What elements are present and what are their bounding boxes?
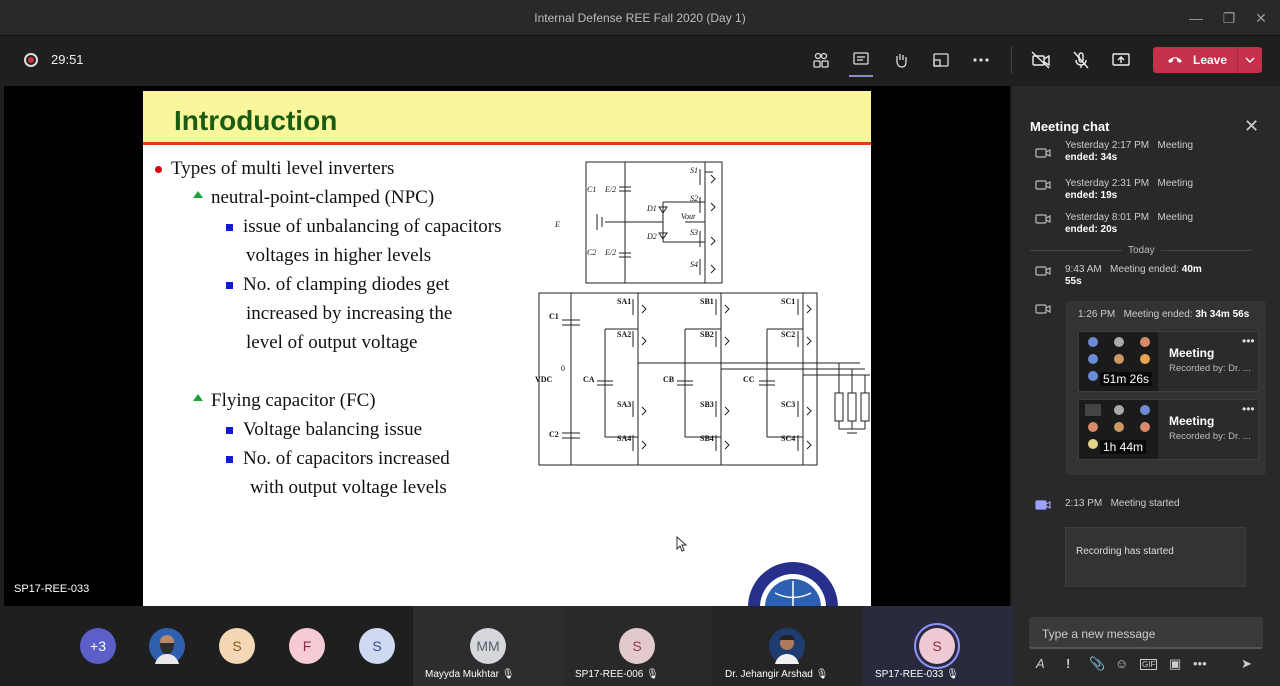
- label-sc4: SC4: [781, 434, 796, 443]
- label-vout: Vout: [681, 212, 696, 221]
- more-icon[interactable]: •••: [1193, 656, 1207, 671]
- label-s1: S1: [690, 166, 698, 175]
- send-icon[interactable]: ➤: [1241, 656, 1252, 671]
- participant-avatar[interactable]: F: [289, 628, 325, 664]
- more-options-icon[interactable]: •••: [1242, 402, 1255, 416]
- bullet-marker: [226, 282, 233, 289]
- label-e: E: [555, 220, 560, 229]
- mouse-cursor-icon: [676, 536, 687, 552]
- chevron-down-icon[interactable]: [1238, 57, 1262, 63]
- label-sb1: SB1: [700, 297, 714, 306]
- bullet-level3: issue of unbalancing of capacitors: [243, 216, 502, 237]
- label-sa3: SA3: [617, 400, 632, 409]
- bullet-marker: [226, 224, 233, 231]
- sticker-icon[interactable]: ▣: [1169, 656, 1182, 671]
- more-icon[interactable]: [969, 48, 993, 72]
- bullet-marker: [226, 456, 233, 463]
- chat-icon[interactable]: [849, 48, 873, 72]
- recording-subtitle: Recorded by: Dr. ...: [1169, 363, 1251, 374]
- inverter-circuit-diagram: [535, 157, 871, 475]
- more-options-icon[interactable]: •••: [1242, 334, 1255, 348]
- label-zero: 0: [561, 364, 565, 373]
- label-e2-bottom: E/2: [605, 248, 617, 257]
- close-chat-icon[interactable]: ✕: [1244, 116, 1260, 136]
- label-sa4: SA4: [617, 434, 632, 443]
- bullet-level3-cont: with output voltage levels: [250, 477, 447, 498]
- participant-avatar-photo[interactable]: [149, 628, 185, 664]
- leave-button[interactable]: [1153, 47, 1262, 73]
- chat-event-text: Yesterday 8:01 PM Meeting ended: 20s: [1065, 212, 1194, 235]
- bullet-level2: neutral-point-clamped (NPC): [211, 187, 435, 208]
- video-call-icon: [1034, 212, 1052, 226]
- bullet-marker: [226, 427, 233, 434]
- emoji-icon[interactable]: ☺: [1115, 656, 1129, 671]
- overflow-participants[interactable]: +3: [80, 628, 116, 664]
- label-c1: C1: [587, 185, 597, 194]
- label-c2: C2: [587, 248, 597, 257]
- recording-icon: [24, 53, 38, 67]
- speaker-name-label: SP17-REE-033: [14, 583, 90, 595]
- participant-name: Dr. Jehangir Arshad 🎙: [725, 669, 829, 680]
- participant-avatar: MM: [470, 628, 506, 664]
- label-fc-c1: C1: [549, 312, 559, 321]
- chat-title: Meeting chat: [1030, 119, 1110, 134]
- compose-toolbar: [1030, 656, 1265, 676]
- chat-event-text: Yesterday 2:31 PM Meeting ended: 19s: [1065, 178, 1194, 201]
- message-compose-box[interactable]: [1029, 617, 1263, 649]
- meeting-timer: 29:51: [51, 52, 84, 67]
- participant-name: Mayyda Mukhtar 🎙: [425, 669, 515, 680]
- participant-name: SP17-REE-033 🎙: [875, 669, 959, 680]
- bullet-level3-cont: level of output voltage: [246, 332, 418, 353]
- minimize-icon[interactable]: —: [1189, 10, 1203, 26]
- chat-event-text: Yesterday 2:17 PM Meeting ended: 34s: [1065, 140, 1194, 163]
- meeting-started-text: 2:13 PM Meeting started: [1065, 498, 1180, 509]
- share-screen-icon[interactable]: [1109, 48, 1133, 72]
- video-call-icon: [1034, 498, 1052, 512]
- bullet-marker: [193, 394, 203, 401]
- video-call-icon: [1034, 146, 1052, 160]
- label-sa2: SA2: [617, 330, 632, 339]
- title-bar: [0, 0, 1280, 36]
- participant-name: SP17-REE-006 🎙: [575, 669, 659, 680]
- participant-avatar[interactable]: S: [359, 628, 395, 664]
- important-icon[interactable]: !: [1066, 656, 1071, 671]
- participant-avatar: S: [619, 628, 655, 664]
- recording-duration: 1h 44m: [1100, 440, 1146, 454]
- label-e2-top: E/2: [605, 185, 617, 194]
- label-cc: CC: [743, 375, 755, 384]
- label-cb: CB: [663, 375, 675, 384]
- window-title: Internal Defense REE Fall 2020 (Day 1): [534, 11, 746, 25]
- label-sb4: SB4: [700, 434, 714, 443]
- label-vdc: VDC: [535, 375, 553, 384]
- slide-title: Introduction: [174, 105, 338, 136]
- leave-label: Leave: [1193, 53, 1228, 67]
- presentation-slide: [143, 91, 871, 606]
- participants-icon[interactable]: [809, 48, 833, 72]
- leave-main-button[interactable]: [1153, 47, 1237, 73]
- raise-hand-icon[interactable]: [889, 48, 913, 72]
- close-icon[interactable]: ✕: [1255, 10, 1267, 26]
- mic-off-icon[interactable]: [1069, 48, 1093, 72]
- slide-header: [143, 91, 871, 145]
- bullet-level1: Types of multi level inverters: [171, 158, 395, 179]
- today-label: Today: [1122, 245, 1161, 256]
- bullet-level3: No. of clamping diodes get: [243, 274, 450, 295]
- label-ca: CA: [583, 375, 595, 384]
- phone-hangup-icon: [1167, 55, 1183, 65]
- bullet-level3-cont: increased by increasing the: [246, 303, 453, 324]
- camera-off-icon[interactable]: [1029, 48, 1053, 72]
- chat-event-text: 9:43 AM Meeting ended: 40m 55s: [1065, 264, 1202, 287]
- recording-started-text: Recording has started: [1076, 546, 1174, 557]
- label-s2: S2: [690, 194, 698, 203]
- bullet-marker: [155, 166, 162, 173]
- meeting-summary-card: [1066, 301, 1266, 475]
- university-logo: [745, 559, 841, 609]
- recording-thumbnail: [1079, 332, 1158, 391]
- label-sc3: SC3: [781, 400, 796, 409]
- label-sb2: SB2: [700, 330, 714, 339]
- recording-subtitle: Recorded by: Dr. ...: [1169, 431, 1251, 442]
- label-s4: S4: [690, 260, 698, 269]
- rooms-icon[interactable]: [929, 48, 953, 72]
- video-call-icon: [1034, 264, 1052, 278]
- participant-avatar-speaking: S: [919, 628, 955, 664]
- participant-avatar[interactable]: S: [219, 628, 255, 664]
- date-divider: [1030, 245, 1252, 256]
- label-d2: D2: [647, 232, 657, 241]
- label-s3: S3: [690, 228, 698, 237]
- card-header: 1:26 PM Meeting ended: 3h 34m 56s: [1078, 309, 1250, 320]
- bullet-level3-cont: voltages in higher levels: [246, 245, 432, 266]
- recording-title: Meeting: [1169, 414, 1215, 428]
- bullet-level2: Flying capacitor (FC): [211, 390, 376, 411]
- bullet-marker: [193, 191, 203, 198]
- video-call-icon: [1034, 302, 1052, 316]
- recording-item[interactable]: [1078, 399, 1259, 460]
- video-call-icon: [1034, 178, 1052, 192]
- label-sb3: SB3: [700, 400, 714, 409]
- recording-started-message: [1065, 527, 1246, 587]
- label-sa1: SA1: [617, 297, 632, 306]
- format-icon[interactable]: A: [1036, 656, 1045, 671]
- restore-icon[interactable]: ❐: [1222, 10, 1236, 26]
- label-fc-c2: C2: [549, 430, 559, 439]
- recording-duration: 51m 26s: [1100, 372, 1152, 386]
- meeting-toolbar: [0, 36, 1280, 84]
- recording-thumbnail: [1079, 400, 1158, 459]
- toolbar-divider: [1011, 46, 1012, 74]
- participant-avatar-photo: [769, 628, 805, 664]
- label-sc2: SC2: [781, 330, 796, 339]
- gif-icon[interactable]: GIF: [1142, 660, 1156, 669]
- label-sc1: SC1: [781, 297, 796, 306]
- compose-placeholder: Type a new message: [1042, 627, 1156, 641]
- recording-item[interactable]: [1078, 331, 1259, 392]
- label-d1: D1: [647, 204, 657, 213]
- bullet-level3: Voltage balancing issue: [243, 419, 423, 440]
- recording-title: Meeting: [1169, 346, 1215, 360]
- bullet-level3: No. of capacitors increased: [243, 448, 450, 469]
- attach-icon[interactable]: 📎: [1089, 656, 1106, 671]
